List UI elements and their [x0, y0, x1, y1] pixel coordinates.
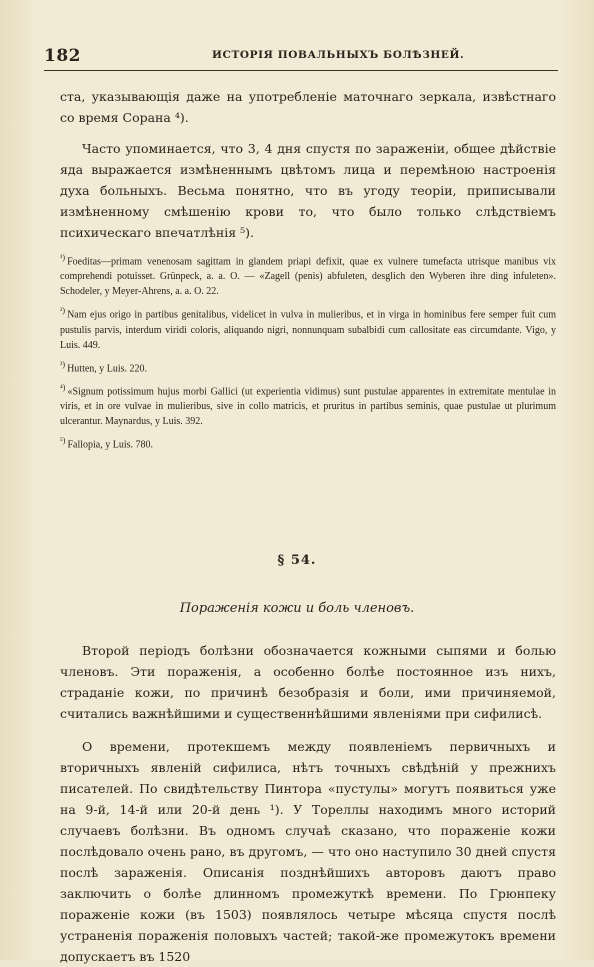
footnote-4	[60, 380, 556, 429]
footnote-3-mark: ³)	[60, 359, 66, 369]
footnote-2-mark: ²)	[60, 306, 66, 316]
footnote-5-text: Fallopia, y Luis. 780.	[67, 439, 154, 451]
paragraph-continuation: ста, указывающія даже на употребленіе маточнаго зеркала, извѣстнаго со время Сорана ⁴).	[60, 89, 556, 125]
paragraph-general-effect: Часто упоминается, что 3, 4 дня спустя по зараженіи, общее дѣйствіе яда выражается измѣненнымъ цвѣтомъ лица и перемѣною настроенія духа больныхъ. Весьма понятно, что въ угоду теоріи, приписывали измѣненному смѣшенію крови то, что было только слѣдствіемъ психическаго впечатлѣнія ⁵).	[60, 141, 556, 240]
bottom-text-block	[60, 640, 556, 967]
footnote-5-mark: ⁵)	[60, 436, 66, 446]
paragraph-time-interval: О времени, протекшемъ между появленіемъ первичныхъ и вторичныхъ явленій сифилиса, нѣтъ точныхъ свѣдѣній у прежнихъ писателей. По свидѣтельству Пинтора «пустулы» могутъ появиться уже на 9-й, 14-й или 20-й день ¹). У Тореллы находимъ много историй случаевъ болѣзни. Въ одномъ случаѣ сказано, что пораженіе кожи послѣдовало очень рано, въ другомъ, — что оно наступило 30 дней спустя послѣ зараженія. Описанія позднѣйшихъ авторовъ даютъ право заключить о болѣе длинномъ промежуткѣ времени. По Грюнпеку пораженіе кожи (въ 1503) появлялось четыре мѣсяца спустя послѣ устраненія пораженія половыхъ частей; такой-же промежутокъ времени допускаетъ въ 1520	[60, 739, 556, 964]
footnote-3	[60, 357, 556, 376]
top-text-block	[60, 86, 556, 243]
footnote-2	[60, 303, 556, 352]
footnote-1-text: Foeditas—primam venenosam sagittam in glandem priapi defixit, quae ex vulnere tumefacta utrisque manibus vix comprehendi potuisset. Grünpeck, a. a. O. — «Zagell (penis) abfuleten, desglich den Wyberen ihre ding infuleten». Schodeler, y Meyer-Ahrens, a. a. O. 22.	[60, 256, 556, 298]
footnote-4-text: «Signum potissimum hujus morbi Gallici (ut experientia vidimus) sunt pustulae apparentes in extremitate mentulae in viris, et in ore vulvae in mulieribus, sive in collo matricis, et pruritus in partibus seminis, quae pustulae ut plurimum ulcerantur. Maynardus, y Luis. 392.	[60, 386, 556, 428]
footnote-1-mark: ¹)	[60, 253, 66, 262]
page-header	[44, 46, 556, 68]
running-title: ИСТОРІЯ ПОВАЛЬНЫХЪ БОЛѢЗНЕЙ.	[212, 49, 465, 61]
footnote-5	[60, 433, 556, 452]
header-rule	[44, 70, 558, 71]
page-number: 182	[44, 46, 81, 66]
section-number: § 54.	[277, 553, 317, 568]
footnotes-block	[60, 250, 556, 457]
paragraph-second-period: Второй періодъ болѣзни обозначается кожными сыпями и болью членовъ. Эти пораженія, а особенно болѣе постоянное изъ нихъ, страданіе кожи, по причинѣ безобразія и боли, ими причиняемой, считались важнѣйшими и существеннѣйшими явленіями при сифилисѣ.	[60, 643, 556, 721]
section-title: Пораженія кожи и боль членовъ.	[179, 601, 415, 616]
footnote-2-text: Nam ejus origo in partibus genitalibus, videlicet in vulva in mulieribus, et in virga in hominibus fere semper fuit cum pustulis parvis, interdum viridi coloris, aliquando nigri, nonnunquam subalbidi cum callositate eas circumdante. Vigo, y Luis. 449.	[60, 309, 556, 351]
footnote-4-mark: ⁴)	[60, 382, 66, 392]
footnote-1	[60, 250, 556, 299]
footnote-3-text: Hutten, y Luis. 220.	[67, 362, 148, 374]
